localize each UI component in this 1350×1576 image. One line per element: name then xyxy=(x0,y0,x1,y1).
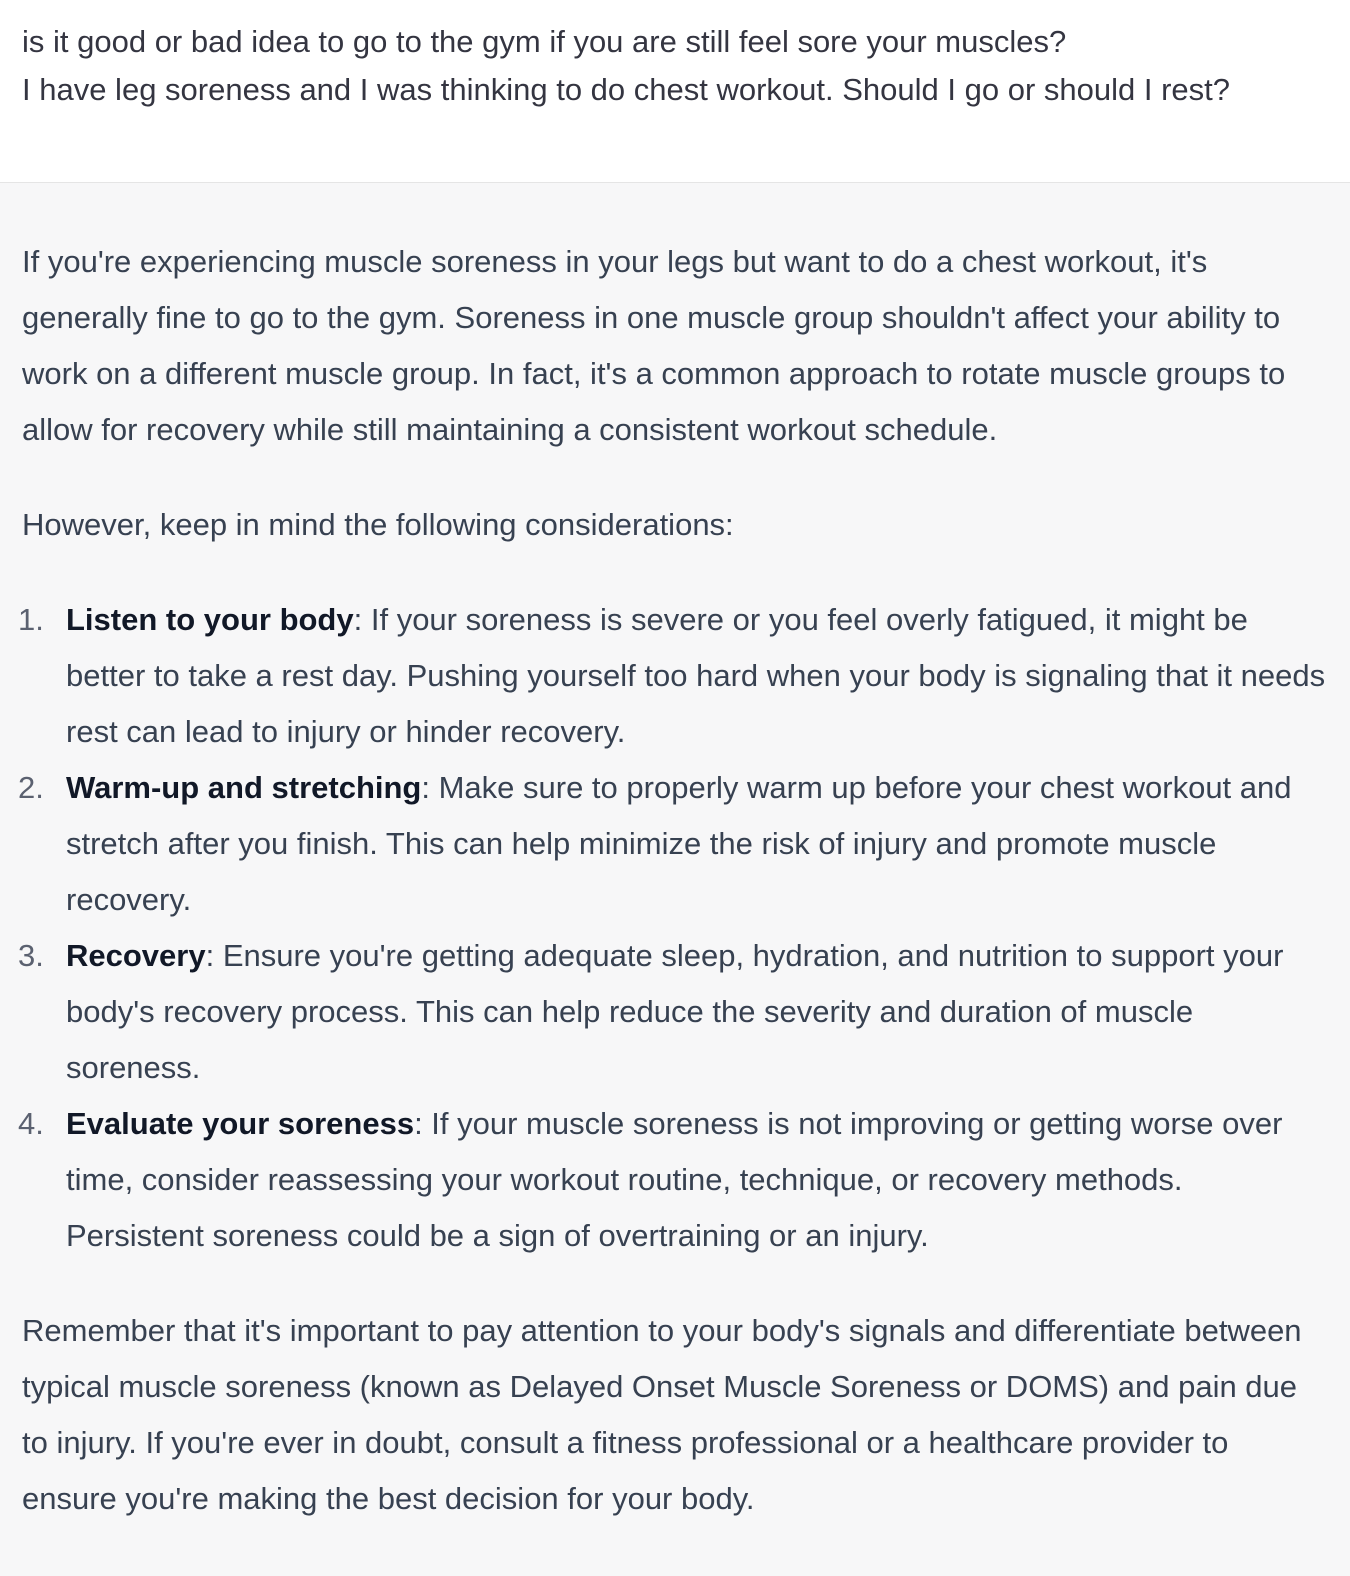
list-item-title: Warm-up and stretching xyxy=(66,770,422,805)
list-item-title: Recovery xyxy=(66,938,206,973)
list-item-title: Evaluate your soreness xyxy=(66,1106,415,1141)
assistant-message xyxy=(0,183,1350,1576)
list-item-text: : Make sure to properly warm up before your chest workout and stretch after you finish. This can help minimize the risk of injury and promote muscle recovery. xyxy=(66,770,1292,917)
list-item-number: 1. xyxy=(18,602,44,637)
list-item-number: 2. xyxy=(18,770,44,805)
list-item-text: : Ensure you're getting adequate sleep, hydration, and nutrition to support your body's recovery process. This can help reduce the severity and duration of muscle soreness. xyxy=(66,938,1284,1085)
considerations-lead: However, keep in mind the following considerations: xyxy=(22,507,734,542)
list-item xyxy=(18,760,1328,928)
user-message-line-2: I have leg soreness and I was thinking to do chest workout. Should I go or should I rest? xyxy=(22,72,1230,107)
assistant-intro-paragraph: If you're experiencing muscle soreness in your legs but want to do a chest workout, it's generally fine to go to the gym. Soreness in one muscle group shouldn't affect your ability to work on a different muscle group. In fact, it's a common approach to rotate muscle groups to allow for recovery while still maintaining a consistent workout schedule. xyxy=(22,244,1286,447)
user-message xyxy=(0,0,1350,183)
user-message-line-1: is it good or bad idea to go to the gym if you are still feel sore your muscles? xyxy=(22,24,1067,59)
list-item-number: 3. xyxy=(18,938,44,973)
list-item-title: Listen to your body xyxy=(66,602,354,637)
assistant-closing-paragraph: Remember that it's important to pay attention to your body's signals and differentiate between typical muscle soreness (known as Delayed Onset Muscle Soreness or DOMS) and pain due to injury. If you're ever in doubt, consult a fitness professional or a healthcare provider to ensure you're making the best decision for your body. xyxy=(22,1313,1302,1516)
list-item xyxy=(18,928,1328,1096)
list-item xyxy=(18,1096,1328,1264)
list-item xyxy=(18,592,1328,760)
list-item-text: : If your muscle soreness is not improving or getting worse over time, consider reassessing your workout routine, technique, or recovery methods. Persistent soreness could be a sign of overtraining or an injury. xyxy=(66,1106,1283,1253)
considerations-list xyxy=(18,592,1328,1264)
list-item-number: 4. xyxy=(18,1106,44,1141)
list-item-text: : If your soreness is severe or you feel overly fatigued, it might be better to take a rest day. Pushing yourself too hard when your body is signaling that it needs rest can lead to injury or hinder recovery. xyxy=(66,602,1326,749)
